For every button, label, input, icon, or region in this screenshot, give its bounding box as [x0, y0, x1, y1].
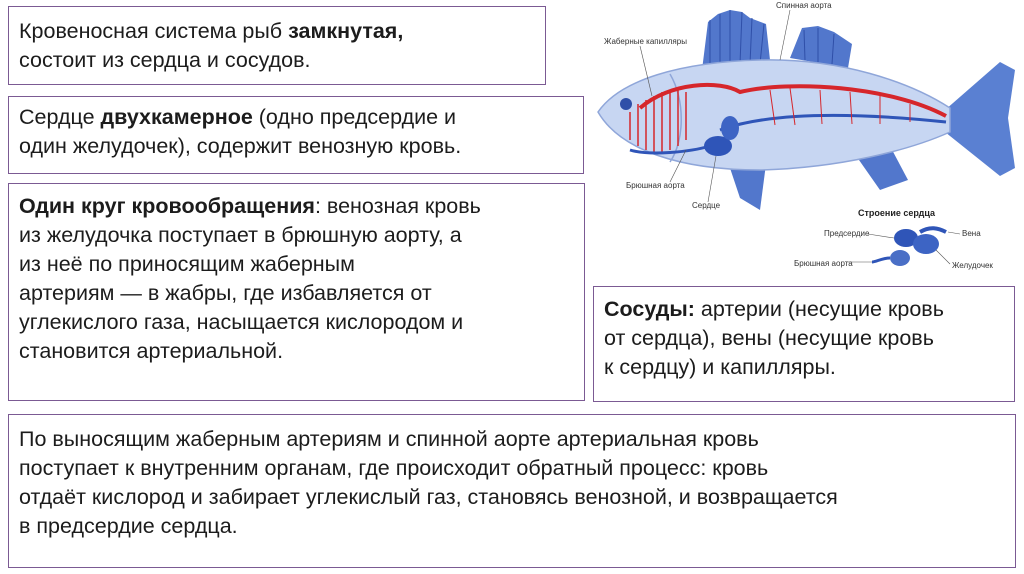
fish-circulation-diagram: [590, 0, 1020, 282]
eye: [620, 98, 632, 110]
closed-system-box: [8, 6, 546, 85]
pelvic-fin: [730, 164, 766, 210]
arterial-line1: По выносящим жаберным артериям и спинной аорте артериальная кровь: [19, 427, 759, 451]
bold-term-two-chambered: двухкамерное: [100, 105, 253, 129]
text: (одно предсердие и: [252, 105, 457, 129]
heart-box: [8, 96, 584, 174]
vessels-line1: [604, 295, 1004, 324]
circulation-line3: из неё по приносящим жаберным: [19, 252, 355, 276]
label-heart: Сердце: [692, 201, 721, 210]
label-atrium: Предсердие: [824, 229, 870, 238]
closed-system-line2: состоит из сердца и сосудов.: [19, 48, 311, 72]
vessels-line2: от сердца), вены (несущие кровь: [604, 326, 934, 350]
text: артерии (несущие кровь: [694, 297, 944, 321]
arterial-line3: отдаёт кислород и забирает углекислый газ, становясь венозной, и возвращается: [19, 485, 838, 509]
circulation-line2: из желудочка поступает в брюшную аорту, а: [19, 223, 462, 247]
arterial-line4: в предсердие сердца.: [19, 514, 238, 538]
label-gill-capillaries: Жаберные капилляры: [604, 37, 687, 46]
arterial-blood-box: [8, 414, 1016, 568]
bold-term-vessels: Сосуды:: [604, 297, 695, 321]
circulation-line6: становится артериальной.: [19, 339, 284, 363]
circulation-box: [8, 183, 585, 401]
circulation-line1: [19, 192, 574, 221]
closed-system-line1: [19, 17, 535, 46]
text: Сердце: [19, 105, 101, 129]
circulation-line5: углекислого газа, насыщается кислородом и: [19, 310, 464, 334]
tail-fin: [945, 62, 1015, 176]
label-dorsal-aorta: Спинная аорта: [776, 1, 832, 10]
heart-structure-title: Строение сердца: [858, 208, 936, 218]
heart-line1: [19, 103, 573, 132]
heart-structure-diagram: [872, 228, 946, 266]
heart-line2: один желудочек), содержит венозную кровь.: [19, 134, 462, 158]
arterial-line2: поступает к внутренним органам, где происходит обратный процесс: кровь: [19, 456, 769, 480]
bold-term-one-circuit: Один круг кровообращения: [19, 194, 315, 218]
label-ventral-aorta: Брюшная аорта: [626, 181, 685, 190]
text: Кровеносная система рыб: [19, 19, 289, 43]
text: : венозная кровь: [314, 194, 481, 218]
label-vein: Вена: [962, 229, 981, 238]
vessels-line3: к сердцу) и капилляры.: [604, 355, 836, 379]
vessels-box: [593, 286, 1015, 402]
label-ventral-aorta-inset: Брюшная аорта: [794, 259, 853, 268]
circulation-line4: артериям — в жабры, где избавляется от: [19, 281, 432, 305]
bold-term-closed: замкнутая,: [288, 19, 404, 43]
label-ventricle: Желудочек: [952, 261, 993, 270]
